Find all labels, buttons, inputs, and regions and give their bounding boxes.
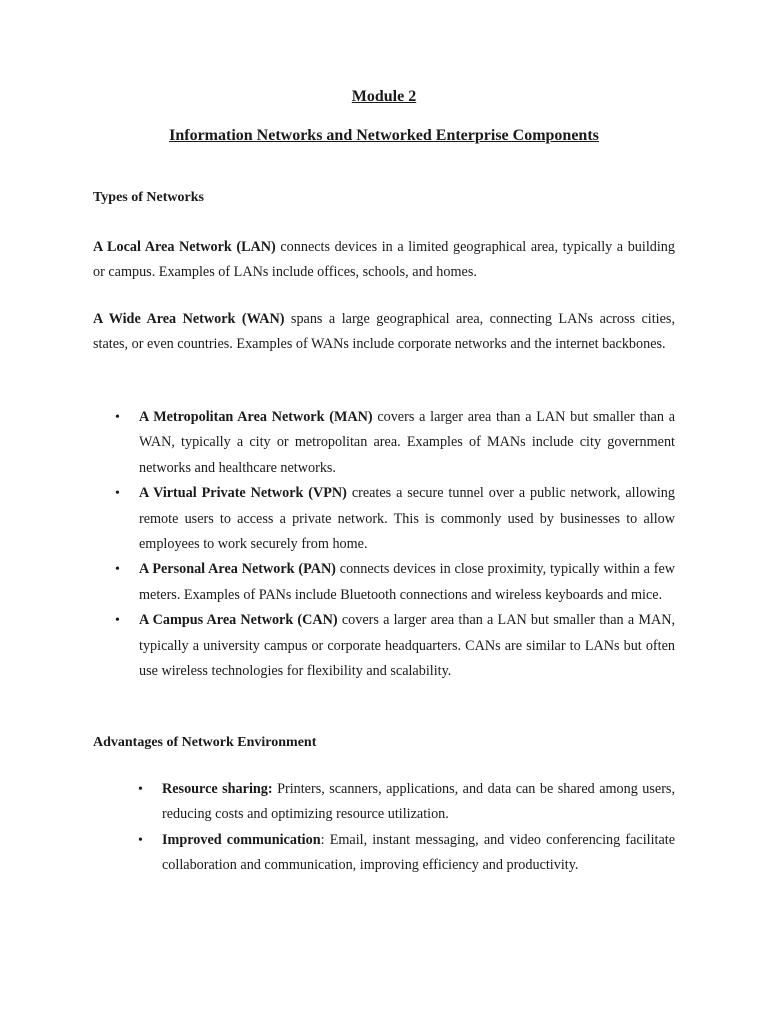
paragraph-wan bbox=[93, 307, 675, 356]
bullet-icon: • bbox=[115, 410, 120, 425]
description-can: covers a larger area than a LAN but smaller than a MAN, typically a university campus or corporate headquarters. CANs are similar to LANs but often use wireless technologies for flexibility and scalability. bbox=[139, 612, 675, 680]
description-wan: spans a large geographical area, connecting LANs across cities, states, or even countries. Examples of WANs include corporate networks and the internet backbones. bbox=[93, 311, 675, 352]
list-item-resource-sharing bbox=[138, 777, 675, 828]
term-man: A Metropolitan Area Network (MAN) bbox=[139, 409, 373, 425]
bullet-icon: • bbox=[115, 613, 120, 629]
network-types-list bbox=[115, 405, 675, 684]
term-vpn: A Virtual Private Network (VPN) bbox=[139, 485, 347, 502]
section-heading-types: Types of Networks bbox=[93, 190, 204, 205]
list-item-man bbox=[115, 405, 675, 481]
list-item-pan bbox=[115, 557, 675, 608]
bullet-icon: • bbox=[138, 782, 143, 797]
list-item-vpn bbox=[115, 481, 675, 557]
description-man: covers a larger area than a LAN but smaller than a WAN, typically a city or metropolitan area. Examples of MANs include city government networks and healthcare networks. bbox=[139, 409, 675, 476]
term-pan: A Personal Area Network (PAN) bbox=[139, 561, 336, 578]
description-lan: connects devices in a limited geographical area, typically a building or campus. Examples of LANs include offices, schools, and homes. bbox=[93, 239, 675, 280]
document-title: Information Networks and Networked Enterprise Components bbox=[169, 127, 599, 144]
term-can: A Campus Area Network (CAN) bbox=[139, 612, 338, 629]
description-vpn: creates a secure tunnel over a public network, allowing remote users to access a private network. This is commonly used by businesses to allow employees to work securely from home. bbox=[139, 485, 675, 553]
paragraph-lan bbox=[93, 235, 675, 284]
term-resource-sharing: Resource sharing: bbox=[162, 781, 273, 797]
bullet-icon: • bbox=[115, 562, 120, 578]
description-pan: connects devices in close proximity, typically within a few meters. Examples of PANs include Bluetooth connections and wireless keyboards and mice. bbox=[139, 561, 675, 603]
advantages-list bbox=[138, 777, 675, 879]
term-improved-communication: Improved communication bbox=[162, 831, 321, 848]
list-item-can bbox=[115, 608, 675, 684]
term-wan: A Wide Area Network (WAN) bbox=[93, 311, 285, 327]
description-resource-sharing: Printers, scanners, applications, and data can be shared among users, reducing costs and optimizing resource utilization. bbox=[162, 781, 675, 823]
section-heading-advantages: Advantages of Network Environment bbox=[93, 735, 317, 750]
description-improved-communication: : Email, instant messaging, and video conferencing facilitate collaboration and communication, improving efficiency and productivity. bbox=[162, 831, 675, 874]
term-lan: A Local Area Network (LAN) bbox=[93, 239, 276, 255]
list-item-improved-communication bbox=[138, 828, 675, 879]
module-title: Module 2 bbox=[351, 88, 417, 105]
bullet-icon: • bbox=[115, 486, 120, 502]
bullet-icon: • bbox=[138, 832, 143, 848]
